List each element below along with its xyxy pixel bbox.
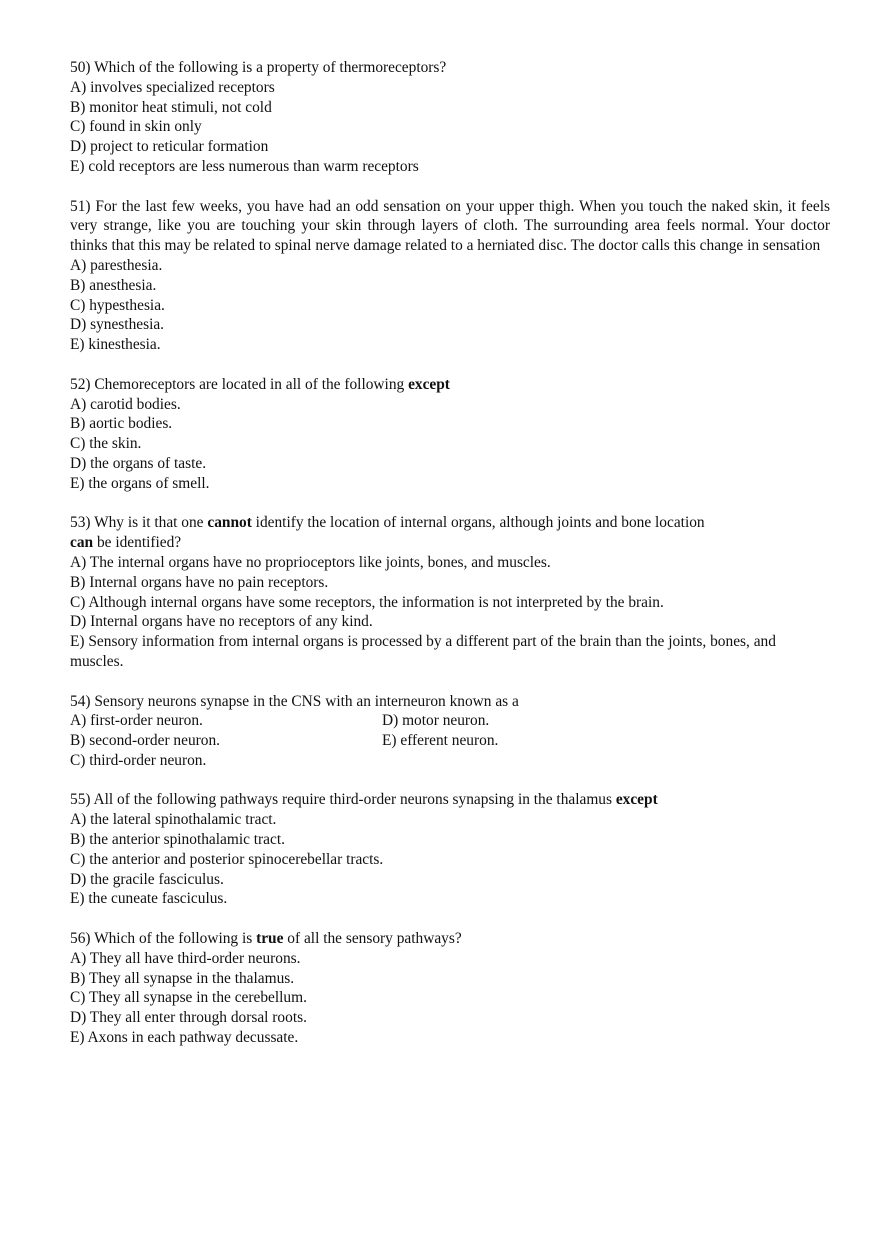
question-53 [70, 513, 830, 671]
answer-option-e: E) Axons in each pathway decussate. [70, 1029, 299, 1047]
stem-emphasis: except [408, 375, 450, 393]
answer-option-b: B) aortic bodies. [70, 415, 173, 433]
question-stem: 54) Sensory neurons synapse in the CNS with an interneuron known as a [70, 692, 519, 710]
question-stem-line-1 [70, 513, 830, 533]
answer-option-b: B) They all synapse in the thalamus. [70, 969, 295, 987]
question-56 [70, 929, 830, 1048]
answer-option-b: B) Internal organs have no pain receptors. [70, 573, 329, 591]
answer-option-b: B) the anterior spinothalamic tract. [70, 831, 285, 849]
answer-option-d: D) motor neuron. [382, 712, 490, 730]
answer-option-a: A) first-order neuron. [70, 712, 203, 730]
answer-option-e: E) the organs of smell. [70, 474, 210, 492]
question-stem [70, 790, 830, 810]
stem-emphasis: cannot [207, 514, 252, 532]
answer-option-e: E) kinesthesia. [70, 336, 161, 354]
answer-option-d: D) project to reticular formation [70, 138, 269, 156]
question-55 [70, 790, 830, 909]
answer-option-d: D) synesthesia. [70, 316, 165, 334]
answer-option-c: C) third-order neuron. [70, 751, 207, 769]
answer-option-e: E) Sensory information from internal organs is processed by a different part of the brain than the joints, bones, and muscles. [70, 633, 776, 670]
answer-option-e: E) efferent neuron. [382, 732, 499, 750]
stem-emphasis: can [70, 534, 94, 552]
stem-text: be identified? [93, 534, 182, 552]
answer-option-d: D) the organs of taste. [70, 454, 207, 472]
quiz-page [70, 58, 830, 1068]
question-54 [70, 692, 830, 771]
question-stem [70, 929, 830, 949]
stem-text: identify the location of internal organs, although joints and bone location [251, 514, 705, 532]
stem-emphasis: except [615, 791, 658, 809]
answer-option-c: C) found in skin only [70, 118, 202, 136]
question-stem: 51) For the last few weeks, you have had an odd sensation on your upper thigh. When you touch the naked skin, it feels very strange, like you are touching your skin through layers of cloth. The surrounding area feels normal. Your doctor thinks that this may be related to spinal nerve damage related to a herniated disc. The doctor calls this change in sensation [70, 197, 830, 255]
answer-option-b: B) second-order neuron. [70, 732, 221, 750]
stem-text: of all the sensory pathways? [283, 930, 462, 948]
question-stem-line-2 [70, 533, 830, 553]
question-52 [70, 375, 830, 494]
stem-text: 53) Why is it that one [70, 514, 208, 532]
answer-column-left [70, 711, 382, 770]
answer-option-c: C) hypesthesia. [70, 296, 165, 314]
answer-option-b: B) monitor heat stimuli, not cold [70, 98, 272, 116]
answer-option-d: D) They all enter through dorsal roots. [70, 1009, 307, 1027]
stem-text: 52) Chemoreceptors are located in all of the following [70, 375, 409, 393]
answer-option-a: A) involves specialized receptors [70, 78, 275, 96]
answer-option-a: A) paresthesia. [70, 256, 163, 274]
question-51 [70, 197, 830, 355]
question-stem [70, 375, 830, 395]
answer-option-e: E) the cuneate fasciculus. [70, 890, 228, 908]
question-50 [70, 58, 830, 177]
answer-option-a: A) carotid bodies. [70, 395, 181, 413]
answer-column-right [382, 711, 682, 770]
stem-text: 55) All of the following pathways require third-order neurons synapsing in the thalamus [70, 791, 616, 809]
stem-text: 56) Which of the following is [70, 930, 257, 948]
answer-option-d: D) Internal organs have no receptors of any kind. [70, 613, 373, 631]
answer-option-a: A) They all have third-order neurons. [70, 949, 301, 967]
answer-option-c: C) the skin. [70, 435, 142, 453]
answer-option-a: A) the lateral spinothalamic tract. [70, 811, 277, 829]
answer-option-c: C) They all synapse in the cerebellum. [70, 989, 307, 1007]
stem-emphasis: true [256, 930, 284, 948]
answer-option-d: D) the gracile fasciculus. [70, 870, 224, 888]
answer-option-c: C) Although internal organs have some receptors, the information is not interpreted by the brain. [70, 593, 664, 611]
answer-option-b: B) anesthesia. [70, 276, 157, 294]
answer-options-columns [70, 711, 830, 770]
answer-option-e: E) cold receptors are less numerous than warm receptors [70, 157, 419, 175]
question-stem: 50) Which of the following is a property of thermoreceptors? [70, 59, 447, 76]
answer-option-a: A) The internal organs have no proprioceptors like joints, bones, and muscles. [70, 553, 551, 571]
answer-option-c: C) the anterior and posterior spinocerebellar tracts. [70, 850, 384, 868]
